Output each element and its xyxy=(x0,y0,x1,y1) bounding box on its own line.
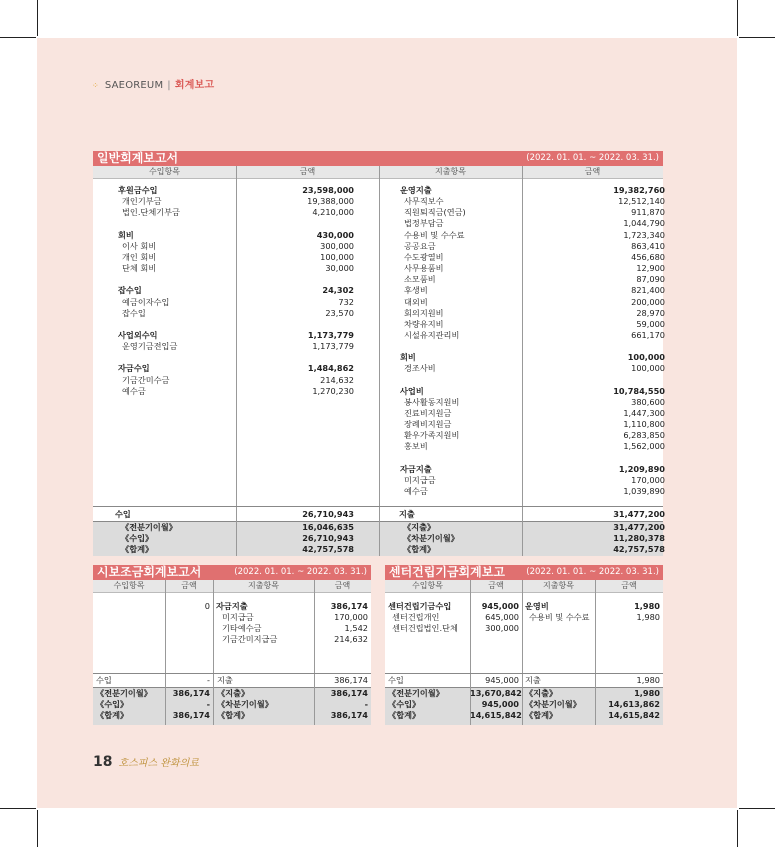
header-brand: SAEOREUM xyxy=(104,80,164,91)
summary-label: 《전분기이월》 xyxy=(96,688,152,698)
crop-mark xyxy=(737,0,738,36)
col-header: 수입항목 xyxy=(93,166,236,179)
summary-amount: 26,710,943 xyxy=(302,533,354,543)
page-number: 18 xyxy=(93,754,113,770)
summary-label: 《차분기이월》 xyxy=(403,533,459,543)
item-label: 예수금 xyxy=(404,486,428,497)
item-amount: 1,039,890 xyxy=(623,486,665,497)
table-title-bar xyxy=(385,565,663,580)
item-amount: 863,410 xyxy=(631,240,665,251)
item-amount: 23,570 xyxy=(325,307,354,318)
item-amount: 214,632 xyxy=(320,374,354,385)
item-label: 기타예수금 xyxy=(222,623,262,634)
item-label: 직원퇴직금(연금) xyxy=(404,207,466,218)
summary-amount: 14,613,862 xyxy=(608,699,660,709)
item-amount: 1,173,779 xyxy=(312,341,354,352)
item-label: 기금간미수금 xyxy=(122,374,170,385)
item-amount: 1,723,340 xyxy=(623,229,665,240)
item-amount: 30,000 xyxy=(325,263,354,274)
item-amount: 1,447,300 xyxy=(623,408,665,418)
summary-amount: 386,174 xyxy=(172,688,210,698)
item-label: 수용비 및 수수료 xyxy=(404,229,465,240)
table-period: (2022. 01. 01. ~ 2022. 03. 31.) xyxy=(234,567,367,577)
item-amount: 10,784,550 xyxy=(613,385,665,396)
general-accounting-table xyxy=(93,151,663,556)
item-amount: 1,044,790 xyxy=(623,218,665,229)
expense-total-label: 지출 xyxy=(399,509,415,519)
item-label: 자금수입 xyxy=(118,363,150,374)
item-amount: 430,000 xyxy=(316,229,354,240)
item-label: 센터건립기금수입 xyxy=(388,601,452,611)
item-label: 회비 xyxy=(400,352,416,363)
item-label: 봉사활동지원비 xyxy=(404,396,460,407)
summary-label: 《전분기이월》 xyxy=(121,522,177,532)
item-label: 운영지출 xyxy=(400,185,432,195)
col-header: 수입항목 xyxy=(93,580,165,593)
col-header: 금액 xyxy=(522,166,663,179)
table-title-bar xyxy=(93,565,371,580)
income-total-value: 945,000 xyxy=(485,675,519,685)
item-amount: 4,210,000 xyxy=(312,207,354,218)
item-amount: 200,000 xyxy=(631,296,665,307)
expense-total-label: 지출 xyxy=(525,675,541,685)
item-amount: 170,000 xyxy=(334,612,368,623)
summary-label: 《수입》 xyxy=(96,699,129,709)
item-label: 사무용품비 xyxy=(404,263,444,274)
income-total-value: - xyxy=(207,675,210,685)
item-amount: 661,170 xyxy=(631,329,665,340)
page-footer xyxy=(93,754,199,770)
item-label: 공공요금 xyxy=(404,240,436,251)
table-period: (2022. 01. 01. ~ 2022. 03. 31.) xyxy=(526,567,659,577)
item-amount: 12,900 xyxy=(636,263,665,274)
footer-brand: 호스피스 완화의료 xyxy=(118,758,199,769)
col-header: 지출항목 xyxy=(522,580,595,593)
item-amount: 1,209,890 xyxy=(618,463,665,474)
item-amount: 100,000 xyxy=(320,251,354,262)
item-label: 법인.단체기부금 xyxy=(122,207,180,218)
item-label: 단체 회비 xyxy=(122,263,157,274)
item-label: 운영기금전입금 xyxy=(122,341,178,352)
col-header: 수입항목 xyxy=(385,580,470,593)
summary-amount: 11,280,378 xyxy=(613,533,665,543)
item-label: 시설유지관리비 xyxy=(404,329,460,340)
item-amount: 456,680 xyxy=(631,251,665,262)
item-amount: 1,980 xyxy=(636,612,660,623)
item-label: 잡수입 xyxy=(122,307,146,318)
summary-label: 《합계》 xyxy=(388,710,421,720)
item-label: 수용비 및 수수료 xyxy=(529,612,590,623)
summary-label: 《수입》 xyxy=(121,533,154,543)
item-label: 법정부담금 xyxy=(404,218,444,229)
item-amount: 300,000 xyxy=(485,623,519,634)
summary-amount: 31,477,200 xyxy=(613,522,665,532)
item-amount: 24,302 xyxy=(322,285,354,296)
item-label: 대외비 xyxy=(404,296,428,307)
item-amount: 19,388,000 xyxy=(307,196,354,207)
item-label: 개인기부금 xyxy=(122,196,162,207)
item-label: 차량유지비 xyxy=(404,318,444,329)
subsidy-accounting-table xyxy=(93,565,371,725)
summary-label: 《차분기이월》 xyxy=(217,699,273,709)
divider xyxy=(522,687,523,725)
item-label: 소모품비 xyxy=(404,274,436,285)
item-amount: 28,970 xyxy=(636,307,665,318)
item-label: 사무직보수 xyxy=(404,196,444,207)
item-label: 후생비 xyxy=(404,285,428,296)
crop-mark xyxy=(737,810,738,847)
divider xyxy=(236,166,237,556)
summary-amount: - xyxy=(364,699,368,709)
summary-label: 《지출》 xyxy=(403,522,436,532)
item-amount: 1,562,000 xyxy=(623,441,665,452)
col-header: 지출항목 xyxy=(213,580,314,593)
summary-label: 《합계》 xyxy=(121,544,154,554)
summary-amount: 42,757,578 xyxy=(302,544,354,554)
summary-amount: 386,174 xyxy=(330,710,368,720)
summary-label: 《수입》 xyxy=(388,699,421,709)
item-label: 예수금 xyxy=(122,385,146,396)
item-amount: 87,090 xyxy=(636,274,665,285)
item-label: 후원금수입 xyxy=(118,185,158,195)
income-total-label: 수입 xyxy=(115,509,131,519)
item-amount: 19,382,760 xyxy=(613,185,665,195)
summary-amount: 1,980 xyxy=(634,688,660,698)
expense-total-value: 1,980 xyxy=(636,675,660,685)
item-amount: 1,542 xyxy=(344,623,368,634)
item-amount: 732 xyxy=(338,296,354,307)
summary-label: 《합계》 xyxy=(96,710,129,720)
summary-amount: 945,000 xyxy=(481,699,519,709)
divider xyxy=(93,673,371,674)
header-section: 회계보고 xyxy=(174,80,215,91)
income-total-label: 수입 xyxy=(388,675,404,685)
summary-label: 《합계》 xyxy=(403,544,436,554)
summary-label: 《지출》 xyxy=(217,688,250,698)
item-amount: 911,870 xyxy=(631,207,665,218)
item-amount: 645,000 xyxy=(485,612,519,623)
divider xyxy=(385,673,663,674)
item-amount: 300,000 xyxy=(320,240,354,251)
col-header: 금액 xyxy=(470,580,522,593)
item-label: 미지급금 xyxy=(404,474,436,485)
income-total-value: 26,710,943 xyxy=(302,509,354,519)
item-label: 진료비지원금 xyxy=(404,408,452,418)
item-label: 회비 xyxy=(118,229,134,240)
summary-label: 《합계》 xyxy=(217,710,250,720)
item-amount: 1,980 xyxy=(634,601,660,611)
col-header: 지출항목 xyxy=(379,166,522,179)
crop-mark xyxy=(37,810,38,847)
crop-mark xyxy=(37,0,38,36)
item-label: 운영비 xyxy=(525,601,549,611)
item-amount: 12,512,140 xyxy=(618,196,665,207)
item-label: 홍보비 xyxy=(404,441,428,452)
table-period: (2022. 01. 01. ~ 2022. 03. 31.) xyxy=(526,153,659,163)
item-amount: 1,484,862 xyxy=(307,363,354,374)
table-title-bar xyxy=(93,151,663,166)
col-header: 금액 xyxy=(165,580,213,593)
summary-amount: - xyxy=(206,699,210,709)
item-amount: 214,632 xyxy=(334,634,368,645)
col-header: 금액 xyxy=(236,166,379,179)
item-amount: 380,600 xyxy=(631,396,665,407)
summary-label: 《차분기이월》 xyxy=(525,699,581,709)
item-amount: 1,270,230 xyxy=(312,385,354,396)
crop-mark xyxy=(739,37,775,38)
item-label: 예금이자수입 xyxy=(122,296,170,307)
item-label: 사업외수익 xyxy=(118,329,158,340)
summary-label: 《지출》 xyxy=(525,688,558,698)
item-amount: 100,000 xyxy=(631,363,665,374)
item-label: 개인 회비 xyxy=(122,251,157,262)
item-label: 회의지원비 xyxy=(404,307,444,318)
item-label: 환우가족지원비 xyxy=(404,430,460,441)
expense-total-value: 386,174 xyxy=(334,675,368,685)
crop-mark xyxy=(739,808,775,809)
summary-amount: 42,757,578 xyxy=(613,544,665,554)
crop-mark xyxy=(0,37,36,38)
divider xyxy=(93,506,663,507)
income-total-label: 수입 xyxy=(96,675,112,685)
item-label: 경조사비 xyxy=(404,363,436,374)
item-label: 잡수입 xyxy=(118,285,142,296)
table-title: 센터건립기금회계보고 xyxy=(389,565,505,579)
divider xyxy=(379,521,380,556)
item-label: 미지급금 xyxy=(222,612,254,623)
income-amount: 0 xyxy=(204,601,210,611)
summary-amount: 386,174 xyxy=(172,710,210,720)
table-title: 시보조금회계보고서 xyxy=(97,565,202,579)
item-amount: 100,000 xyxy=(627,352,665,363)
item-amount: 23,598,000 xyxy=(302,185,354,195)
item-label: 자금지출 xyxy=(216,601,248,611)
divider xyxy=(213,687,214,725)
item-label: 자금지출 xyxy=(400,463,432,474)
item-amount: 386,174 xyxy=(330,601,368,611)
summary-label: 《합계》 xyxy=(525,710,558,720)
item-label: 센터건립법인.단체 xyxy=(392,623,458,634)
item-label: 센터건립개인 xyxy=(392,612,440,623)
expense-total-label: 지출 xyxy=(217,675,233,685)
summary-amount: 13,670,842 xyxy=(470,688,522,698)
page-header: ⁘ SAEOREUM | 회계보고 xyxy=(92,80,215,91)
item-amount: 170,000 xyxy=(631,474,665,485)
expense-total-value: 31,477,200 xyxy=(613,509,665,519)
item-label: 기금간미지급금 xyxy=(222,634,278,645)
item-label: 이사 회비 xyxy=(122,240,157,251)
summary-label: 《전분기이월》 xyxy=(388,688,444,698)
dots-icon: ⁘ xyxy=(92,81,99,90)
summary-amount: 14,615,842 xyxy=(608,710,660,720)
item-label: 수도광열비 xyxy=(404,251,444,262)
crop-mark xyxy=(0,808,36,809)
item-amount: 6,283,850 xyxy=(623,430,665,441)
item-label: 사업비 xyxy=(400,385,424,396)
item-amount: 59,000 xyxy=(636,318,665,329)
col-header: 금액 xyxy=(595,580,663,593)
summary-amount: 386,174 xyxy=(330,688,368,698)
item-label: 장례비지원금 xyxy=(404,419,452,430)
divider xyxy=(379,166,380,556)
item-amount: 945,000 xyxy=(481,601,519,611)
summary-amount: 14,615,842 xyxy=(470,710,522,720)
table-title: 일반회계보고서 xyxy=(97,151,179,165)
item-amount: 1,173,779 xyxy=(307,329,354,340)
center-fund-table xyxy=(385,565,663,725)
item-amount: 1,110,800 xyxy=(623,419,665,430)
summary-amount: 16,046,635 xyxy=(302,522,354,532)
col-header: 금액 xyxy=(314,580,371,593)
item-amount: 821,400 xyxy=(631,285,665,296)
